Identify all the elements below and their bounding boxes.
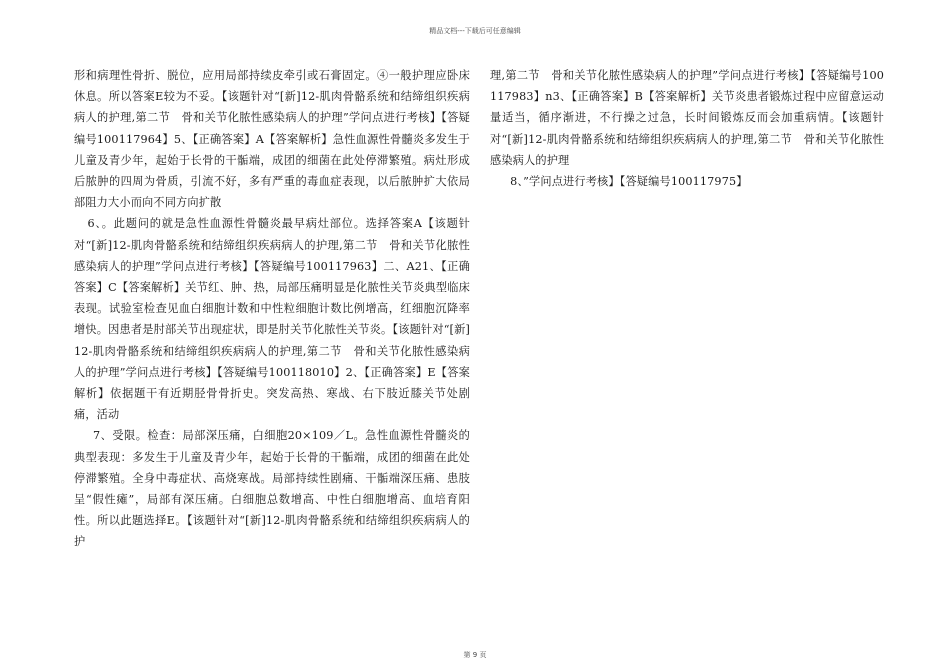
left-text-column <box>74 65 470 553</box>
right-text-column <box>490 65 884 192</box>
paragraph-answer-explanation-8: 8、”学问点进行考核】【答疑编号100117975】 <box>510 175 748 189</box>
paragraph-answer-explanation-7: 7、受限。检查：局部深压痛，白细胞20×109／L。急性血源性骨髓炎的典型表现：多发生于儿童及青少年，起始于长骨的干骺端，成团的细菌在此处停滞繁殖。全身中毒症状、高烧寒战。局部持续性剧痛、干骺端深压痛、患肢呈“假性瘫”，局部有深压痛。白细胞总数增高、中性白细胞增高、血培育阳性。所以此题选择E。【该题针对“[新]12-肌肉骨骼系统和结缔组织疾病病人的护 <box>74 429 470 549</box>
paragraph-answer-explanation-4-5: 形和病理性骨折、脱位，应用局部持续皮牵引或石膏固定。④一般护理应卧床休息。所以答案E较为不妥。【该题针对“[新]12-肌肉骨骼系统和结缔组织疾病病人的护理,第二节 骨和关节化脓性感染病人的护理”学问点进行考核】【答疑编号100117964】5、【正确答案】A【答案解析】急性血源性骨髓炎多发生于儿童及青少年，起始于长骨的干骺端，成团的细菌在此处停滞繁殖。病灶形成后脓肿的四周为骨质，引流不好，多有严重的毒血症表现，以后脓肿扩大依局部阻力大小而向不同方向扩散 <box>74 69 470 210</box>
page-header: 精品文档---下载后可任意编辑 <box>429 27 521 35</box>
paragraph-answer-explanation-3: 理,第二节 骨和关节化脓性感染病人的护理”学问点进行考核】【答疑编号100117983】n3、【正确答案】B【答案解析】关节炎患者锻炼过程中应留意运动量适当，循序渐进，不行操之过急，长时间锻炼反而会加重病情。【该题针对“[新]12-肌肉骨骼系统和结缔组织疾病病人的护理,第二节 骨和关节化脓性感染病人的护理 <box>490 69 884 167</box>
page-number: 第 9 页 <box>463 651 487 659</box>
paragraph-answer-explanation-6-a2-1-2: 6、。此题问的就是急性血源性骨髓炎最早病灶部位。选择答案A【该题针对“[新]12-肌肉骨骼系统和结缔组织疾病病人的护理,第二节 骨和关节化脓性感染病人的护理”学问点进行考核】【答疑编号100117963】二、A21、【正确答案】C【答案解析】关节红、肿、热，局部压痛明显是化脓性关节炎典型临床表现。试验室检查见血白细胞计数和中性粒细胞计数比例增高，红细胞沉降率增快。因患者是肘部关节出现症状，即是肘关节化脓性关节炎。【该题针对“[新]12-肌肉骨骼系统和结缔组织疾病病人的护理,第二节 骨和关节化脓性感染病人的护理”学问点进行考核】【答疑编号100118010】2、【正确答案】E【答案解析】依据题干有近期胫骨骨折史。突发高热、寒战、右下肢近膝关节处剧痛，活动 <box>74 217 470 422</box>
